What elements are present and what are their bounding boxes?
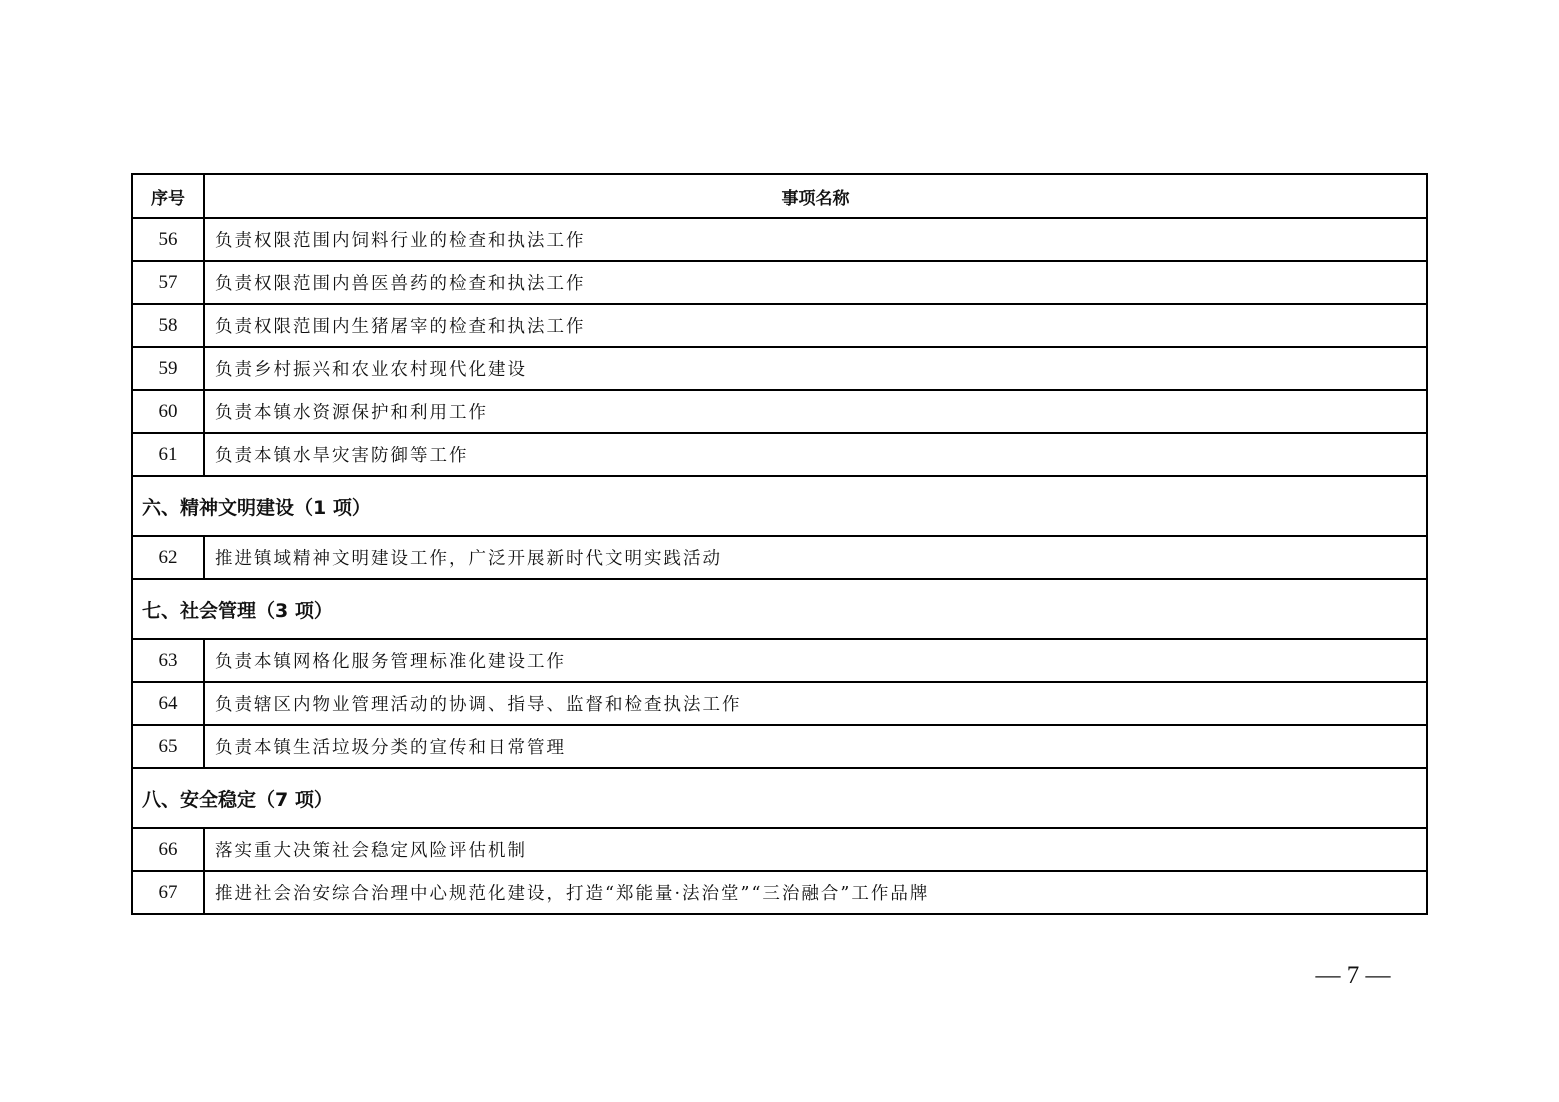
header-number: 序号: [132, 174, 204, 218]
section-heading-social-management: 七、社会管理（3 项）: [132, 579, 1427, 639]
table-row: [132, 390, 1427, 433]
section-heading-safety-stability: 八、安全稳定（7 项）: [132, 768, 1427, 828]
row-item-name: 负责乡村振兴和农业农村现代化建设: [204, 347, 1427, 390]
table-row: [132, 682, 1427, 725]
row-item-name: 负责权限范围内兽医兽药的检查和执法工作: [204, 261, 1427, 304]
row-number: 63: [132, 639, 204, 682]
row-item-name: 负责本镇水旱灾害防御等工作: [204, 433, 1427, 476]
table-row: [132, 261, 1427, 304]
row-number: 56: [132, 218, 204, 261]
table-row: [132, 536, 1427, 579]
row-number: 57: [132, 261, 204, 304]
row-number: 60: [132, 390, 204, 433]
table-row: [132, 639, 1427, 682]
row-item-name: 负责权限范围内生猪屠宰的检查和执法工作: [204, 304, 1427, 347]
section-heading-row: [132, 579, 1427, 639]
row-item-name: 负责本镇水资源保护和利用工作: [204, 390, 1427, 433]
row-item-name: 负责本镇生活垃圾分类的宣传和日常管理: [204, 725, 1427, 768]
row-number: 64: [132, 682, 204, 725]
section-heading-spiritual-civilization: 六、精神文明建设（1 项）: [132, 476, 1427, 536]
row-number: 62: [132, 536, 204, 579]
row-number: 65: [132, 725, 204, 768]
table-row: [132, 725, 1427, 768]
row-item-name: 负责辖区内物业管理活动的协调、指导、监督和检查执法工作: [204, 682, 1427, 725]
row-number: 58: [132, 304, 204, 347]
table-row: [132, 304, 1427, 347]
table-row: [132, 871, 1427, 914]
table-row: [132, 828, 1427, 871]
row-number: 59: [132, 347, 204, 390]
row-item-name: 负责本镇网格化服务管理标准化建设工作: [204, 639, 1427, 682]
table-row: [132, 347, 1427, 390]
row-number: 66: [132, 828, 204, 871]
header-item-name: 事项名称: [204, 174, 1427, 218]
row-item-name: 落实重大决策社会稳定风险评估机制: [204, 828, 1427, 871]
table-row: [132, 433, 1427, 476]
row-number: 67: [132, 871, 204, 914]
section-heading-row: [132, 768, 1427, 828]
row-item-name: 推进社会治安综合治理中心规范化建设，打造“郑能量·法治堂”“三治融合”工作品牌: [204, 871, 1427, 914]
items-table: [131, 173, 1428, 915]
page-number: — 7 —: [1315, 962, 1391, 989]
row-item-name: 负责权限范围内饲料行业的检查和执法工作: [204, 218, 1427, 261]
row-number: 61: [132, 433, 204, 476]
section-heading-row: [132, 476, 1427, 536]
row-item-name: 推进镇域精神文明建设工作，广泛开展新时代文明实践活动: [204, 536, 1427, 579]
table-row: [132, 218, 1427, 261]
table-header-row: [132, 174, 1427, 218]
